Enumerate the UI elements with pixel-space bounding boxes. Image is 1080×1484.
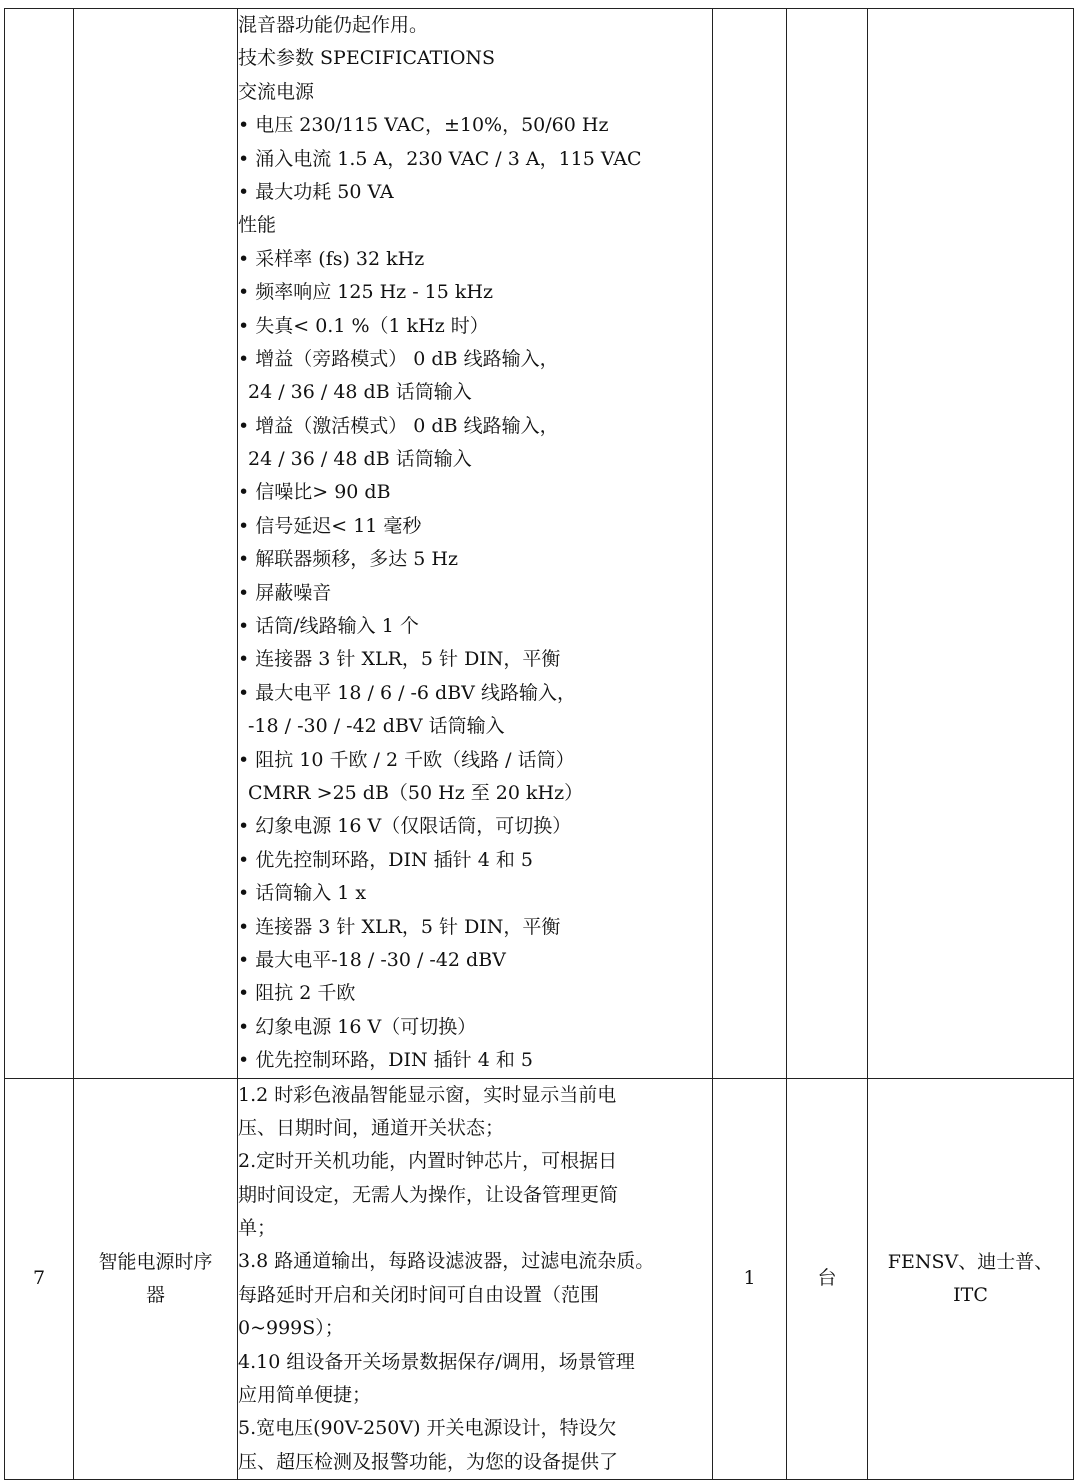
spec-line: 5.宽电压(90V-250V) 开关电源设计，特设欠 [238,1417,617,1440]
spec-line: • 幻象电源 16 V（仅限话筒，可切换） [238,815,572,838]
spec-line: 3.8 路通道输出，每路设滤波器，过滤电流杂质。 [238,1250,655,1273]
quantity-cell [713,9,787,1079]
item-name-cell [74,1078,238,1480]
brand-line: ITC [953,1283,988,1306]
spec-line: 性能 [238,214,277,237]
unit-cell [787,1078,868,1480]
item-number: 7 [32,1267,46,1290]
spec-line: • 失真< 0.1 %（1 kHz 时） [238,314,489,337]
unit-value: 台 [817,1267,837,1290]
spec-line: • 幻象电源 16 V（可切换） [238,1015,477,1038]
spec-line: 24 / 36 / 48 dB 话筒输入 [248,381,472,404]
spec-line: • 信号延迟< 11 毫秒 [238,514,422,537]
brand-cell [868,1078,1074,1480]
brand-cell [868,9,1074,1079]
spec-line: 压、日期时间，通道开关状态； [238,1116,505,1139]
spec-line: • 屏蔽噪音 [238,581,332,604]
spec-line: -18 / -30 / -42 dBV 话筒输入 [248,715,505,738]
spec-line: • 解联器频移，多达 5 Hz [238,548,458,571]
spec-line: • 电压 230/115 VAC，±10%，50/60 Hz [238,114,609,137]
spec-line: • 连接器 3 针 XLR，5 针 DIN，平衡 [238,915,561,938]
unit-cell [787,9,868,1079]
spec-line: • 话筒/线路输入 1 个 [238,615,419,638]
item-number-cell [5,9,74,1079]
spec-line: • 增益（旁路模式） 0 dB 线路输入， [238,347,559,370]
quantity-cell [713,1078,787,1480]
spec-line: • 优先控制环路，DIN 插针 4 和 5 [238,1049,533,1072]
item-number-cell [5,1078,74,1480]
item-name-line: 智能电源时序 [98,1250,213,1273]
spec-line: • 涌入电流 1.5 A，230 VAC / 3 A，115 VAC [238,147,642,170]
table-row [5,9,1074,1079]
spec-line: • 信噪比> 90 dB [238,481,391,504]
spec-line: 0~999S）； [238,1317,344,1340]
spec-line: • 增益（激活模式） 0 dB 线路输入， [238,414,559,437]
item-name-line: 器 [145,1283,165,1306]
spec-line: • 采样率 (fs) 32 kHz [238,247,425,270]
spec-line: 每路延时开启和关闭时间可自由设置（范围 [238,1283,600,1306]
spec-line: 1.2 时彩色液晶智能显示窗，实时显示当前电 [238,1083,617,1106]
table-row [5,1078,1074,1480]
spec-line: 混音器功能仍起作用。 [238,14,429,36]
item-name-cell [74,9,238,1079]
spec-line: • 优先控制环路，DIN 插针 4 和 5 [238,848,533,871]
spec-line: 期时间设定，无需人为操作，让设备管理更简 [238,1183,619,1206]
spec-line: 应用简单便捷； [238,1384,372,1407]
spec-cell [238,9,713,1079]
spec-line: • 最大电平 18 / 6 / -6 dBV 线路输入， [238,681,576,704]
spec-line: 24 / 36 / 48 dB 话筒输入 [248,448,472,471]
spec-line: • 最大功耗 50 VA [238,180,394,203]
spec-line: • 阻抗 10 千欧 / 2 千欧（线路 / 话筒） [238,748,575,771]
spec-cell [238,1078,713,1480]
quantity-value: 1 [743,1267,756,1290]
brand-line: FENSV、迪士普、 [887,1250,1054,1273]
spec-line: 压、超压检测及报警功能，为您的设备提供了 [238,1450,619,1473]
spec-line: • 连接器 3 针 XLR，5 针 DIN，平衡 [238,648,561,671]
equipment-spec-table [4,8,1074,1480]
spec-line: 交流电源 [238,80,315,103]
spec-line: 4.10 组设备开关场景数据保存/调用，场景管理 [238,1350,635,1373]
spec-line: CMRR >25 dB（50 Hz 至 20 kHz） [248,781,584,804]
spec-line: • 阻抗 2 千欧 [238,982,356,1005]
spec-line: 技术参数 SPECIFICATIONS [238,47,496,70]
spec-line: 单； [238,1217,277,1240]
spec-line: • 话筒输入 1 x [238,882,367,905]
spec-line: 2.定时开关机功能，内置时钟芯片，可根据日 [238,1150,618,1173]
spec-line: • 最大电平-18 / -30 / -42 dBV [238,948,506,971]
spec-line: • 频率响应 125 Hz - 15 kHz [238,281,493,304]
